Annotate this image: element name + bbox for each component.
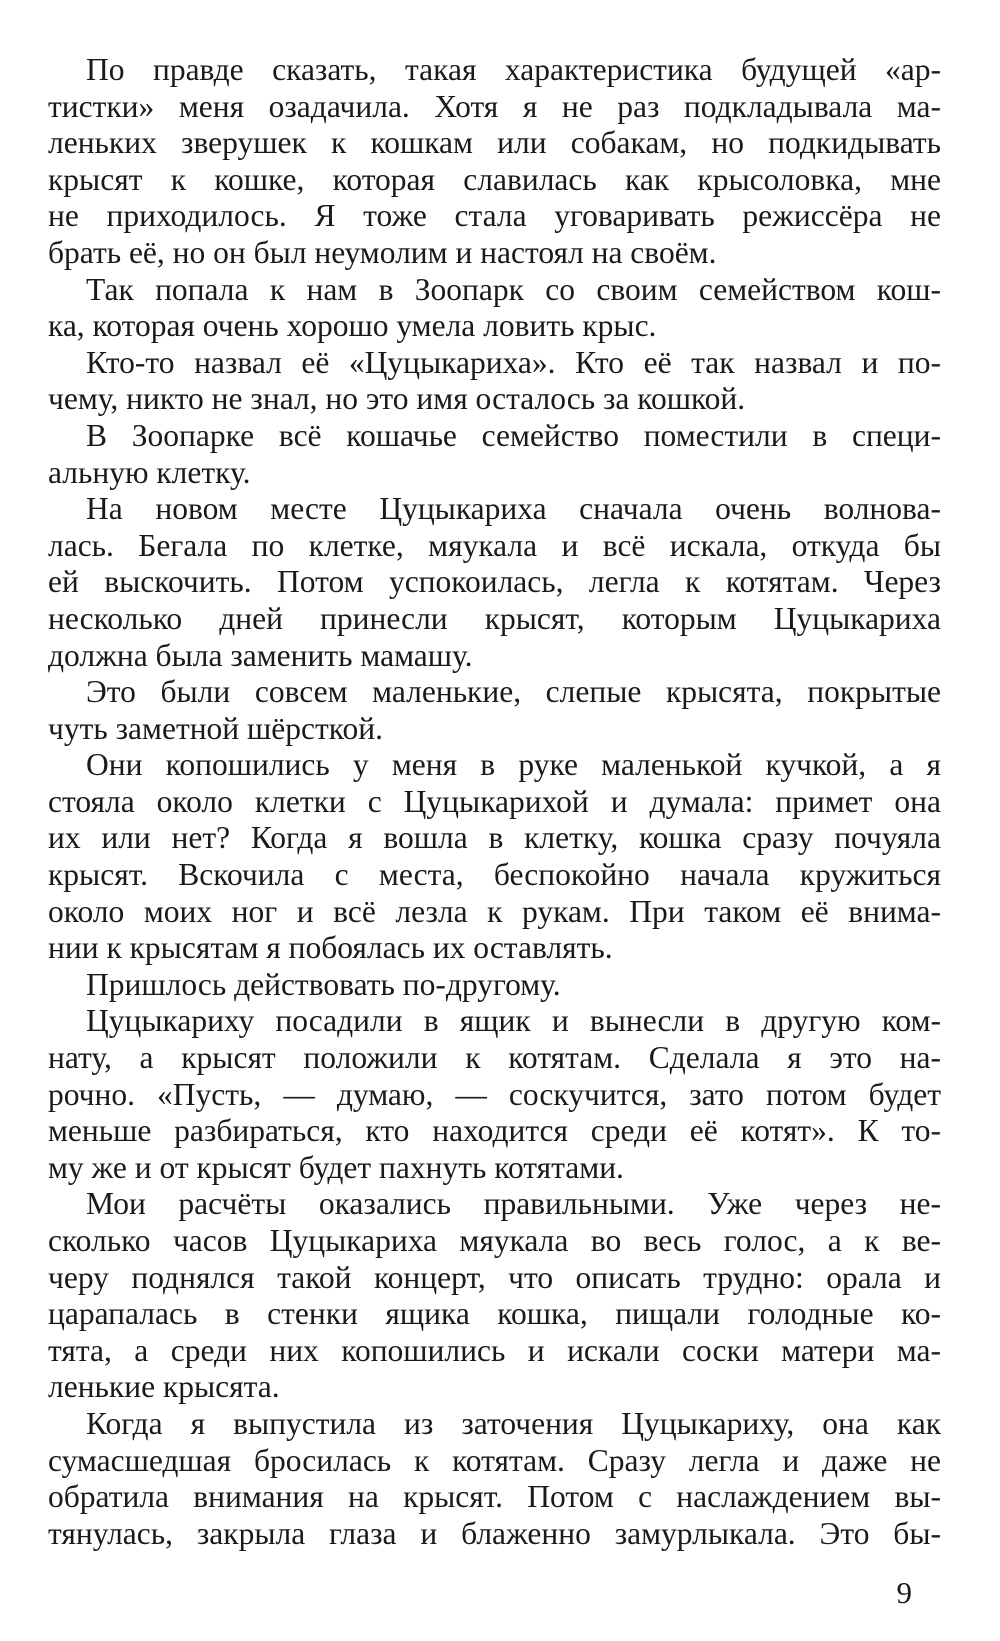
text-line: чему, никто не знал, но это имя осталось за кошкой. [48,381,746,417]
text-line: альную клетку. [48,454,251,490]
text-line: их или нет? Когда я вошла в клетку, кошка сразу почуяла [48,820,941,856]
text-line: черу поднялся такой концерт, что описать трудно: орала и [48,1259,941,1295]
text-line: Кто-то назвал её «Цуцыкариха». Кто её так назвал и по- [86,344,941,380]
page-number: 9 [896,1575,912,1610]
text-line: меньше разбираться, кто находится среди её котят». К то- [48,1113,941,1149]
text-line: Так попала к нам в Зоопарк со своим семейством кош- [86,271,941,307]
text-line: сколько часов Цуцыкариха мяукала во весь голос, а к ве- [48,1223,941,1258]
text-line: Когда я выпустила из заточения Цуцыкариху, она как [86,1405,941,1441]
text-line: несколько дней принесли крысят, которым Цуцыкариха [48,600,941,636]
text-line: На новом месте Цуцыкариха сначала очень волнова- [86,491,941,527]
text-line: сумасшедшая бросилась к котятам. Сразу легла и даже не [48,1442,941,1478]
text-line: не приходилось. Я тоже стала уговаривать режиссёра не [48,198,941,234]
text-line: лась. Бегала по клетке, мяукала и всё искала, откуда бы [48,527,941,563]
text-line: обратила внимания на крысят. Потом с наслаждением вы- [48,1479,941,1515]
text-line: тистки» меня озадачила. Хотя я не раз подкладывала ма- [48,88,941,124]
text-line: нии к крысятам я побоялась их оставлять. [48,930,613,966]
text-line: царапалась в стенки ящика кошка, пищали голодные ко- [48,1296,941,1332]
text-line: ленькие крысята. [48,1369,280,1405]
text-line: По правде сказать, такая характеристика будущей «ар- [86,52,941,87]
page-body-text [48,52,941,1552]
text-line: Они копошились у меня в руке маленькой кучкой, а я [86,747,941,783]
text-line: рочно. «Пусть, — думаю, — соскучится, зато потом будет [48,1076,941,1112]
text-line: тята, а среди них копошились и искали соски матери ма- [48,1332,941,1368]
text-line: леньких зверушек к кошкам или собакам, но подкидывать [48,125,941,161]
text-line: Мои расчёты оказались правильными. Уже через не- [86,1186,941,1222]
text-line: стояла около клетки с Цуцыкарихой и думала: примет она [48,783,941,819]
text-line: Цуцыкариху посадили в ящик и вынесли в другую ком- [86,1003,941,1039]
text-line: В Зоопарке всё кошачье семейство поместили в специ- [86,417,941,453]
text-line: му же и от крысят будет пахнуть котятами. [48,1149,624,1185]
text-line: Пришлось действовать по-другому. [86,966,561,1002]
text-line: крысят к кошке, которая славилась как крысоловка, мне [48,161,941,197]
text-line: должна была заменить мамашу. [48,637,473,673]
text-line: чуть заметной шёрсткой. [48,710,383,746]
text-line: ка, которая очень хорошо умела ловить крыс. [48,308,657,344]
text-line: крысят. Вскочила с места, беспокойно начала кружиться [48,857,941,893]
text-line: около моих ног и всё лезла к рукам. При таком её внима- [48,893,941,929]
text-line: Это были совсем маленькие, слепые крысята, покрытые [86,674,941,710]
text-line: нату, а крысят положили к котятам. Сделала я это на- [48,1040,941,1076]
text-line: тянулась, закрыла глаза и блаженно замурлыкала. Это бы- [48,1515,941,1551]
text-line: ей выскочить. Потом успокоилась, легла к котятам. Через [48,564,941,600]
text-line: брать её, но он был неумолим и настоял на своём. [48,234,717,270]
